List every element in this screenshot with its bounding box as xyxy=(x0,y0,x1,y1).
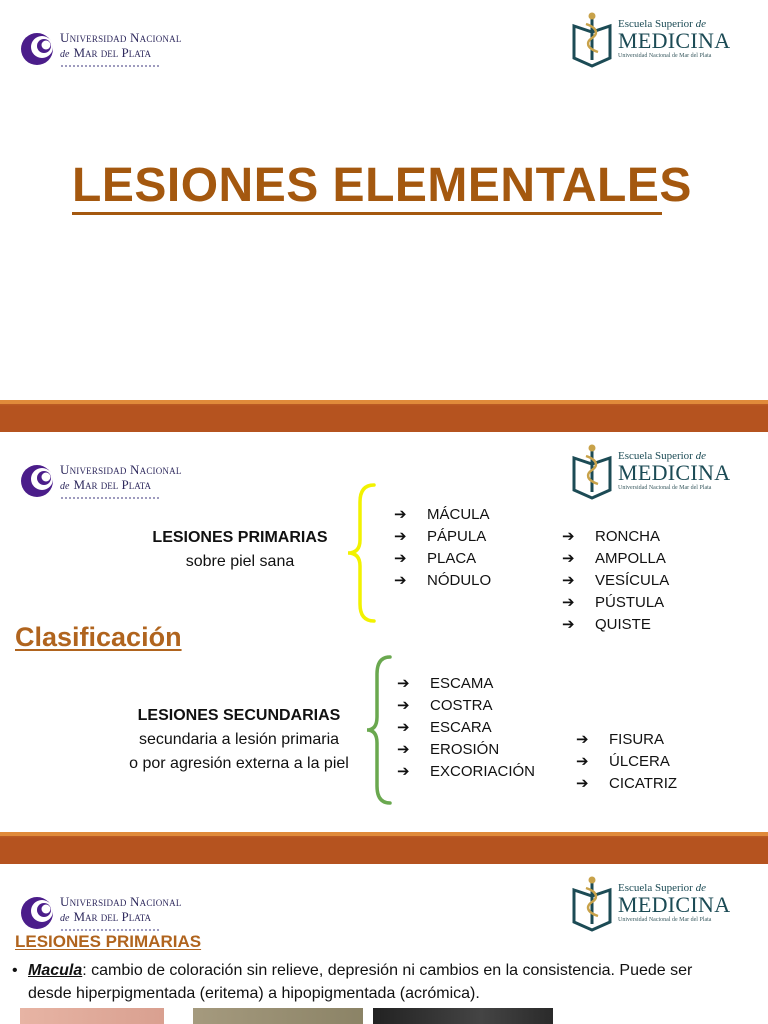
medicina-name: MEDICINA xyxy=(618,28,731,53)
medicina-name: MEDICINA xyxy=(618,460,731,485)
arrow-right-icon: ➔ xyxy=(562,616,575,633)
lesion-type-label: ÚLCERA xyxy=(609,753,670,770)
secondary-lesions-label xyxy=(104,704,374,776)
macula-definition-line1: : cambio de coloración sin relieve, depresión ni cambios en la consistencia. Puede ser xyxy=(82,962,693,979)
medicina-caduceus-icon xyxy=(572,10,612,68)
lesion-type-label: EXCORIACIÓN xyxy=(430,763,536,780)
primary-lesions-title: LESIONES PRIMARIAS xyxy=(152,529,328,546)
secondary-lesion-item xyxy=(397,739,535,761)
primary-lesion-item xyxy=(394,526,491,548)
unmdp-de: de xyxy=(60,49,70,60)
unmdp-name-line1: Universidad Nacional xyxy=(60,894,182,909)
lesion-type-label: EROSIÓN xyxy=(430,741,500,758)
unmdp-name-line1: Universidad Nacional xyxy=(60,30,182,45)
medicina-logo xyxy=(572,442,730,500)
primary-lesions-label xyxy=(140,526,340,574)
lesion-type-label: RONCHA xyxy=(595,528,661,545)
secondary-lesions-subtitle2: o por agresión externa a la piel xyxy=(129,755,349,772)
slide-divider xyxy=(0,832,768,864)
secondary-lesion-item xyxy=(576,729,677,751)
arrow-right-icon: ➔ xyxy=(397,719,410,736)
macula-bullet xyxy=(12,959,760,1005)
lesion-type-label: FISURA xyxy=(609,731,665,748)
arrow-right-icon: ➔ xyxy=(576,753,589,770)
secondary-lesion-item xyxy=(397,717,535,739)
lesion-type-label: NÓDULO xyxy=(427,572,492,589)
medicina-caduceus-icon xyxy=(572,442,612,500)
unmdp-de: de xyxy=(60,481,70,492)
lesion-photo xyxy=(193,1008,363,1024)
primary-lesion-item xyxy=(562,548,669,570)
medicina-de: de xyxy=(695,882,706,894)
lesion-type-label: PÁPULA xyxy=(427,528,487,545)
lesion-photo xyxy=(373,1008,553,1024)
lesion-type-label: AMPOLLA xyxy=(595,550,666,567)
lesion-type-label: PÚSTULA xyxy=(595,594,665,611)
primary-lesion-item xyxy=(562,614,669,636)
primary-lesion-item xyxy=(394,548,491,570)
lesion-type-label: ESCARA xyxy=(430,719,492,736)
arrow-right-icon: ➔ xyxy=(576,731,589,748)
arrow-right-icon: ➔ xyxy=(394,572,407,589)
primary-list-a xyxy=(394,504,491,592)
macula-definition-line2: desde hiperpigmentada (eritema) a hipopigmentada (acrómica). xyxy=(28,985,480,1002)
unmdp-dots xyxy=(60,65,160,67)
lesion-type-label: MÁCULA xyxy=(427,506,490,523)
unmdp-de: de xyxy=(60,913,70,924)
lesion-type-label: VESÍCULA xyxy=(595,572,670,589)
arrow-right-icon: ➔ xyxy=(576,775,589,792)
page-title: LESIONES ELEMENTALES xyxy=(72,159,692,212)
lesion-photo xyxy=(20,1008,164,1024)
primary-list-b xyxy=(562,526,669,636)
medicina-caduceus-icon xyxy=(572,874,612,932)
arrow-right-icon: ➔ xyxy=(397,741,410,758)
secondary-list-a xyxy=(397,673,535,783)
unmdp-crescent-icon xyxy=(20,896,54,930)
medicina-de: de xyxy=(695,18,706,30)
arrow-right-icon: ➔ xyxy=(397,763,410,780)
unmdp-name-line2: Mar del Plata xyxy=(73,477,152,492)
secondary-lesion-item xyxy=(397,761,535,783)
secondary-lesion-item xyxy=(576,773,677,795)
unmdp-logo xyxy=(20,462,182,499)
unmdp-logo xyxy=(20,30,182,67)
title-underline xyxy=(72,212,662,215)
arrow-right-icon: ➔ xyxy=(562,550,575,567)
primary-lesion-item xyxy=(562,526,669,548)
primary-lesions-heading: LESIONES PRIMARIAS xyxy=(15,932,202,951)
unmdp-name-line1: Universidad Nacional xyxy=(60,462,182,477)
unmdp-logo xyxy=(20,894,182,931)
medicina-university: Universidad Nacional de Mar del Plata xyxy=(618,917,712,923)
primary-lesion-item xyxy=(562,592,669,614)
arrow-right-icon: ➔ xyxy=(397,697,410,714)
slide-divider xyxy=(0,400,768,432)
medicina-school: Escuela Superior xyxy=(618,882,693,894)
slide-title xyxy=(0,0,768,400)
unmdp-crescent-icon xyxy=(20,464,54,498)
lesion-type-label: ESCAMA xyxy=(430,675,494,692)
secondary-brace-icon xyxy=(362,654,396,806)
medicina-de: de xyxy=(695,450,706,462)
medicina-school: Escuela Superior xyxy=(618,450,693,462)
lesion-type-label: QUISTE xyxy=(595,616,651,633)
arrow-right-icon: ➔ xyxy=(562,528,575,545)
arrow-right-icon: ➔ xyxy=(562,594,575,611)
arrow-right-icon: ➔ xyxy=(394,528,407,545)
secondary-lesions-subtitle1: secundaria a lesión primaria xyxy=(138,731,340,748)
arrow-right-icon: ➔ xyxy=(397,675,410,692)
primary-lesion-item xyxy=(562,570,669,592)
medicina-logo xyxy=(572,10,730,68)
arrow-right-icon: ➔ xyxy=(394,550,407,567)
secondary-lesion-item xyxy=(576,751,677,773)
secondary-lesion-item xyxy=(397,673,535,695)
medicina-university: Universidad Nacional de Mar del Plata xyxy=(618,53,712,59)
unmdp-dots xyxy=(60,929,160,931)
arrow-right-icon: ➔ xyxy=(394,506,407,523)
unmdp-crescent-icon xyxy=(20,32,54,66)
secondary-lesion-item xyxy=(397,695,535,717)
secondary-list-b xyxy=(576,729,677,795)
lesion-type-label: PLACA xyxy=(427,550,477,567)
arrow-right-icon: ➔ xyxy=(562,572,575,589)
medicina-university: Universidad Nacional de Mar del Plata xyxy=(618,485,712,491)
classification-heading: Clasificación xyxy=(15,622,182,652)
slide-primary-lesions xyxy=(0,864,768,1024)
medicina-logo xyxy=(572,874,730,932)
lesion-type-label: COSTRA xyxy=(430,697,493,714)
unmdp-dots xyxy=(60,497,160,499)
slide-classification xyxy=(0,432,768,832)
medicina-school: Escuela Superior xyxy=(618,18,693,30)
primary-brace-icon xyxy=(340,482,380,624)
bullet-dot: • xyxy=(12,962,18,979)
secondary-lesions-title: LESIONES SECUNDARIAS xyxy=(137,707,341,724)
medicina-name: MEDICINA xyxy=(618,892,731,917)
primary-lesion-item xyxy=(394,570,491,592)
unmdp-name-line2: Mar del Plata xyxy=(73,45,152,60)
primary-lesion-item xyxy=(394,504,491,526)
macula-term: Macula xyxy=(28,962,83,979)
lesion-type-label: CICATRIZ xyxy=(609,775,678,792)
primary-lesions-subtitle: sobre piel sana xyxy=(185,553,295,570)
unmdp-name-line2: Mar del Plata xyxy=(73,909,152,924)
